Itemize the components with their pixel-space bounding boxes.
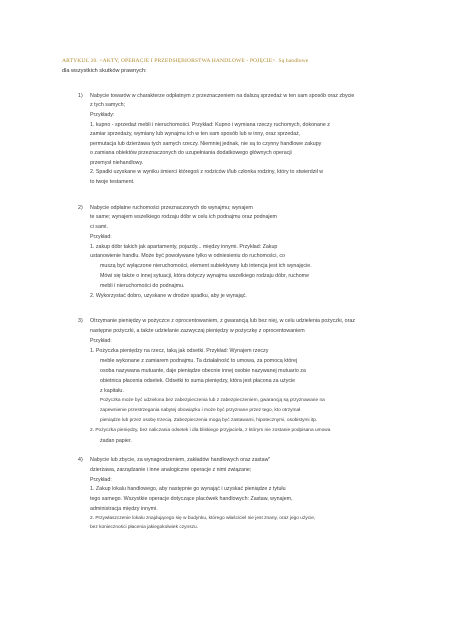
text-line: ci sami. [90, 224, 108, 230]
text-line: 2. Spadki uzyskane w wyniku śmierci któregoś z rodziców i/lub członka rodziny, który to stwierdził w [90, 169, 324, 175]
article-subtitle: dla wszystkich skutków prawnych: [62, 68, 147, 74]
text-line: Mówi się także o innej sytuacji, która dotyczy wynajmu wszelkiego rodzaju dóbr, ruchome [100, 273, 310, 279]
text-line: Nabycie odpłatne ruchomości przeznaczonych do wynajmu; wynajem [90, 205, 253, 211]
text-line: o zamiana obiektów przeznaczonych do uzupełniania dodatkowego głównych operacji [90, 150, 292, 156]
text-line: permutacja lub dzierżawa tych samych rzeczy. Niemniej jednak, nie są to czynny handlowe zakupy [90, 141, 322, 147]
text-line: Przykład: [90, 234, 112, 240]
text-line: 1. zakup dóbr takich jak apartamenty, pojazdy... między innymi. Przykład: Zakup [90, 244, 278, 250]
text-line: te same; wynajem wszelkiego rodzaju dóbr w celu ich podnajmu oraz podnajem [90, 214, 277, 220]
text-line: muszą być wyłączone nieruchomości, element subiektywny lub intencja jest ich wynajęcie. [100, 263, 312, 269]
section-number: 4) [78, 457, 83, 463]
text-line: przemysł niehandlowy. [90, 160, 144, 166]
text-line: Nabycie lub zbycie, za wynagrodzeniem, zakładów handlowych oraz zastaw" [90, 457, 271, 463]
text-line: 2. Przywłaszczenie lokalu znajdującego się w budynku, którego właściciel nie jest znany, oraz jego użycie, [90, 516, 316, 521]
section-number: 3) [78, 318, 83, 324]
text-line: mebli i nieruchomości do podnajmu. [100, 283, 185, 289]
text-line: to twoje testament. [90, 179, 135, 185]
text-line: administracja między innymi. [90, 506, 158, 512]
text-line: obietnica płacenia odsetek. Odsetki to suma pieniędzy, która jest płacona za użycie [100, 378, 296, 384]
text-line: pieniądze lub przez osobę trzecią. Zabezpieczenia mogą być zastawami, hipotecznymi, osobistymi itp. [100, 418, 318, 423]
text-line: 2. Wykorzystać dobro, uzyskane w drodze spadku, aby je wynająć. [90, 293, 247, 299]
text-line: Przykład: [90, 477, 112, 483]
text-line: 2. Pożyczka pieniędzy, bez naliczania odsetek i dla bliskiego przyjaciela, z którym nie zostanie podpisana umowa [90, 428, 331, 433]
text-line: Przykład: [90, 338, 112, 344]
text-line: 1. Pożyczka pieniędzy na rzecz, taką jak odsetki. Przykład: Wynajem rzeczy [90, 348, 269, 354]
text-line: bez konieczności płacenia jakiegokolwiek czynszu. [90, 525, 198, 530]
text-line: z tych samych; [90, 102, 126, 108]
text-line: żadan papier. [100, 438, 132, 444]
text-line: Przykłady: [90, 112, 115, 118]
text-line: Nabycie towarów w charakterze odpłatnym z przeznaczeniem na dalszą sprzedaż w ten sam sposób oraz zbycie [90, 93, 355, 99]
text-line: 1. Zakup lokalu handlowego, aby następnie go wynająć i uzyskać pieniądze z tytułu [90, 486, 286, 492]
section-number: 2) [78, 205, 83, 211]
text-line: ustanowienie handlu. Może być powoływane tylko w odniesieniu do ruchomości, co [90, 253, 285, 259]
text-line: zamiar sprzedaży, wymiany lub wynajmu ich w ten sam sposób lub w inny, oraz sprzedaż, [90, 131, 301, 137]
text-line: dzierżawa, zarządzanie i inne analogiczne operacje z nimi związane; [90, 467, 252, 473]
text-line: zapewnienie przestrzegania nabytej obowiązku i może być przyznane przez tego, kto otrzymał [100, 408, 301, 413]
section-number: 1) [78, 93, 83, 99]
text-line: z kapitału. [100, 388, 124, 394]
text-line: Otrzymanie pieniędzy w pożyczce z oprocentowaniem, z gwarancją lub bez niej, w celu udzielenia pożyczki, oraz [90, 318, 355, 324]
text-line: meble wykonane z zamiarem podnajmu. Ta działalność to umowa, za pomocą której [100, 358, 298, 364]
text-line: 1. kupno - sprzedaż mebli i nieruchomości. Przykład: Kupno i wymiana rzeczy ruchomych, dokonane z [90, 122, 330, 128]
text-line: następne pożyczki, a także udzielanie zazwyczaj pieniędzy w pożyczkę z oprocentowaniem [90, 328, 305, 334]
text-line: osoba nazywana mutuante, daje pieniądze obecnie innej osobie nazywanej mutuario za [100, 368, 306, 374]
article-title: ARTYKUŁ 20. <AKTY, OPERACJE I PRZEDSIĘBIORSTWA HANDLOWE - POJĘCIE>. Są handlowe [62, 58, 309, 64]
text-line: Pożyczka może być udzielona bez zabezpieczenia lub z zabezpieczeniem, gwarancją są przyznawane na [100, 398, 325, 403]
text-line: tego samego. Wszystkie operacje dotyczące placówek handlowych: Zastaw, wynajem, [90, 496, 293, 502]
